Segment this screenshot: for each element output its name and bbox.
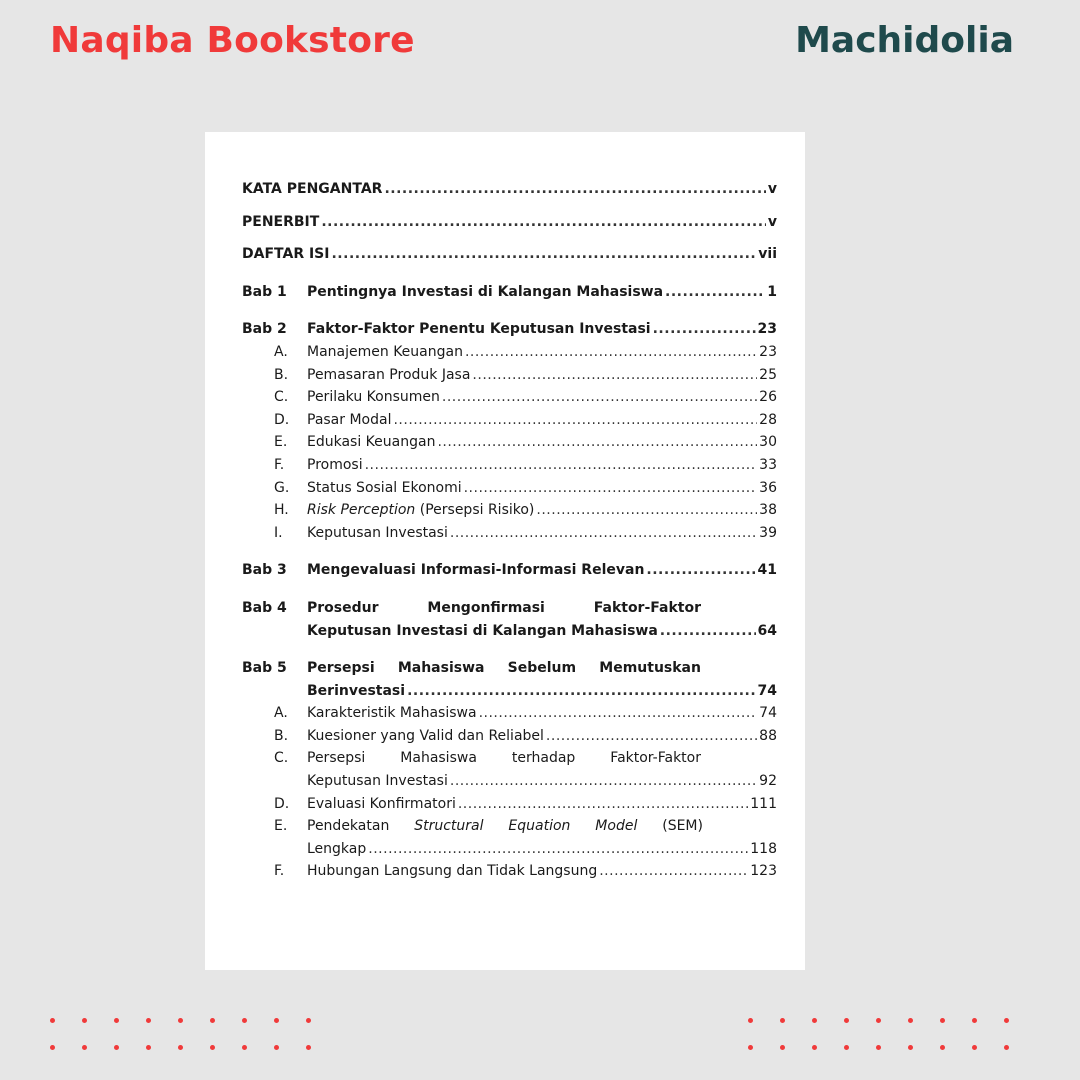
toc-title [307,499,534,522]
toc-title: Hubungan Langsung dan Tidak Langsung [307,863,598,880]
toc-title: Keputusan Investasi [307,524,448,541]
subentry-letter: E. [274,818,288,835]
document-page [205,132,805,970]
toc-title-line1 [307,657,777,680]
toc-page: 64 [757,622,777,639]
toc-page: 26 [759,389,777,406]
toc-title: Pasar Modal [307,411,392,428]
toc-page: 25 [759,366,777,383]
toc-subentry [242,341,777,364]
toc-title: Pemasaran Produk Jasa [307,366,471,383]
chapter-label: Bab 5 [242,660,287,677]
subentry-letter: C. [274,750,289,767]
toc-entry-bab-5-cont [242,680,777,703]
word: Pendekatan [307,818,390,835]
toc-title: Perilaku Konsumen [307,389,440,406]
leader-dots [479,702,758,725]
toc-page: 28 [759,411,777,428]
word: Faktor-Faktor [610,750,701,767]
toc-subentry-cont [242,770,777,793]
subentry-letter: D. [274,411,290,428]
leader-dots [384,178,765,201]
leader-dots [442,386,757,409]
toc-page: 23 [757,321,777,338]
toc-entry-penerbit [242,211,777,234]
leader-dots [660,620,756,643]
toc-page: 118 [750,840,777,857]
toc-page: 30 [759,434,777,451]
toc-title: PENERBIT [242,213,320,230]
word-italic: Equation [508,818,571,835]
word: terhadap [511,750,576,767]
word: (SEM) [662,818,703,835]
leader-dots [546,725,757,748]
toc-page: v [767,181,777,197]
toc-subentry [242,522,777,545]
word: Persepsi [307,750,366,767]
subentry-letter: F. [274,456,285,473]
toc-subentry [242,793,777,816]
word-italic: Model [595,818,638,835]
leader-dots [321,211,766,234]
subentry-letter: H. [274,502,289,519]
leader-dots [646,559,755,582]
toc-title: Evaluasi Konfirmatori [307,795,456,812]
leader-dots [665,281,765,304]
subentry-letter: B. [274,366,289,383]
leader-dots [465,341,757,364]
leader-dots [331,243,756,266]
toc-entry-bab-2 [242,318,777,341]
subentry-letter: E. [274,434,288,451]
chapter-label: Bab 4 [242,599,287,616]
word-italic: Structural [414,818,484,835]
toc-title-line1 [307,747,777,770]
subentry-letter: B. [274,727,289,744]
toc-subentry [242,860,777,883]
subentry-letter: A. [274,343,288,360]
toc-title-line1 [307,815,777,838]
toc-subentry [242,747,777,770]
toc-subentry [242,702,777,725]
leader-dots [653,318,756,341]
toc-page: v [767,213,777,230]
toc-page: 39 [759,524,777,541]
toc-subentry [242,815,777,838]
subentry-letter: A. [274,705,288,722]
toc-page: 88 [759,727,777,744]
toc-entry-bab-4 [242,597,777,620]
word: Mengonfirmasi [427,599,545,616]
leader-dots [368,838,748,861]
toc-page: 74 [757,682,777,699]
toc-title: Pentingnya Investasi di Kalangan Mahasiswa [307,283,664,300]
leader-dots [472,364,757,387]
toc-page: 41 [757,562,777,579]
toc-title-italic: Risk Perception [307,502,416,519]
chapter-label: Bab 3 [242,562,287,579]
toc-title: Manajemen Keuangan [307,343,463,360]
toc-entry-bab-5 [242,657,777,680]
toc-page: 111 [750,795,777,812]
subentry-letter: I. [274,524,283,541]
toc-page: 36 [759,479,777,496]
toc-title: DAFTAR ISI [242,246,330,263]
toc-title: Keputusan Investasi di Kalangan Mahasiswa [307,622,658,639]
toc-page: 74 [759,705,777,722]
word: Mahasiswa [397,660,485,677]
chapter-label: Bab 2 [242,321,287,338]
subentry-letter: G. [274,479,290,496]
chapter-label: Bab 1 [242,283,287,300]
table-of-contents [242,178,777,883]
word: Sebelum [507,660,577,677]
leader-dots [450,522,757,545]
toc-title: Berinvestasi [307,682,406,699]
toc-subentry [242,364,777,387]
subentry-letter: F. [274,863,285,880]
toc-entry-bab-3 [242,559,777,582]
toc-title-rest: (Persepsi Risiko) [415,502,535,519]
leader-dots [599,860,748,883]
brand-machidolia: Machidolia [795,20,1014,61]
toc-title: Edukasi Keuangan [307,434,436,451]
leader-dots [464,477,758,500]
toc-subentry [242,431,777,454]
toc-page: 1 [767,283,777,300]
toc-subentry [242,386,777,409]
word: Faktor-Faktor [593,599,701,616]
leader-dots [393,409,757,432]
toc-title: Status Sosial Ekonomi [307,479,462,496]
toc-subentry [242,454,777,477]
toc-title: Promosi [307,456,363,473]
toc-entry-bab-1 [242,281,777,304]
decorative-dots-left [50,1018,338,1050]
toc-title: Karakteristik Mahasiswa [307,705,477,722]
toc-title: Mengevaluasi Informasi-Informasi Relevan [307,562,645,579]
toc-title: Lengkap [307,840,367,857]
leader-dots [458,793,748,816]
subentry-letter: D. [274,795,290,812]
toc-page: 38 [759,502,777,519]
toc-title: KATA PENGANTAR [242,181,383,197]
leader-dots [536,499,757,522]
toc-subentry [242,725,777,748]
word: Memutuskan [599,660,701,677]
toc-page: vii [758,246,777,263]
leader-dots [407,680,755,703]
toc-page: 23 [759,343,777,360]
toc-title: Kuesioner yang Valid dan Reliabel [307,727,544,744]
toc-subentry-cont [242,838,777,861]
toc-subentry [242,477,777,500]
word: Prosedur [307,599,379,616]
leader-dots [450,770,757,793]
toc-title: Faktor-Faktor Penentu Keputusan Investasi [307,321,651,338]
toc-entry-daftar-isi [242,243,777,266]
toc-title-line1 [307,597,777,620]
subentry-letter: C. [274,389,289,406]
toc-subentry [242,409,777,432]
leader-dots [437,431,757,454]
toc-page: 33 [759,456,777,473]
toc-entry-kata-pengantar [242,178,777,201]
word: Persepsi [307,660,375,677]
brand-naqiba-bookstore: Naqiba Bookstore [50,20,415,61]
toc-subentry [242,499,777,522]
toc-page: 92 [759,773,777,790]
toc-page: 123 [750,863,777,880]
decorative-dots-right [748,1018,1036,1050]
leader-dots [365,454,758,477]
toc-entry-bab-4-cont [242,620,777,643]
word: Mahasiswa [400,750,477,767]
toc-title: Keputusan Investasi [307,773,448,790]
